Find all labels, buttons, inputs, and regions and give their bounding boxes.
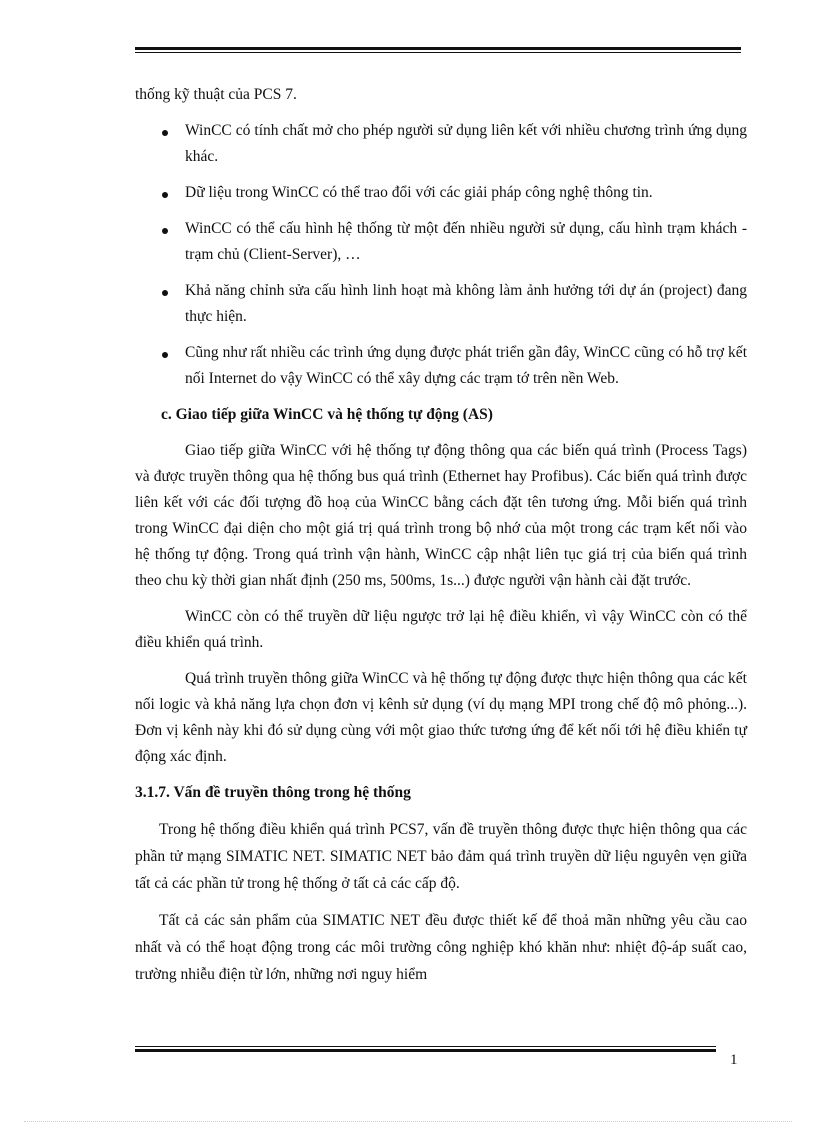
paragraph: Quá trình truyền thông giữa WinCC và hệ thống tự động được thực hiện thông qua các kết nối logic và khả năng lựa chọn đơn vị kênh sử dụng (ví dụ mạng MPI trong chế độ mô phỏng...). Đơn vị kênh này khi đó sử dụng cùng với một giao thức tương ứng để kết nối tới hệ điều khiển tự động xác định. xyxy=(135,670,747,765)
header-rule-thin xyxy=(135,52,741,53)
bullet-dot-icon xyxy=(162,192,168,198)
page-number: 1 xyxy=(730,1052,738,1068)
bullet-text: Cũng như rất nhiều các trình ứng dụng được phát triển gần đây, WinCC cũng có hỗ trợ kết nối Internet do vậy WinCC có thể xây dựng các trạm tớ trên nền Web. xyxy=(185,344,747,387)
bullet-text: WinCC có tính chất mở cho phép người sử dụng liên kết với nhiều chương trình ứng dụng khác. xyxy=(185,122,747,165)
page-bottom-dotted-line xyxy=(24,1121,792,1122)
bullet-dot-icon xyxy=(162,352,168,358)
section-heading: 3.1.7. Vấn đề truyền thông trong hệ thống xyxy=(135,784,411,801)
bullet-item xyxy=(135,118,747,170)
bullet-dot-icon xyxy=(162,130,168,136)
paragraph: Giao tiếp giữa WinCC với hệ thống tự động thông qua các biến quá trình (Process Tags) và được truyền thông qua hệ thống bus quá trình (Ethernet hay Profibus). Các biến quá trình được liên kết với các đối tượng đồ hoạ của WinCC bằng cách đặt tên tương ứng. Mỗi biến quá trình trong WinCC đại diện cho một giá trị quá trình trong bộ nhớ của một trong các trạm kết nối vào hệ thống tự động. Trong quá trình vận hành, WinCC cập nhật liên tục giá trị của biến quá trình theo chu kỳ thời gian nhất định (250 ms, 500ms, 1s...) được người vận hành cài đặt trước. xyxy=(135,442,747,589)
bullet-text: Dữ liệu trong WinCC có thể trao đổi với các giải pháp công nghệ thông tin. xyxy=(185,184,653,201)
bullet-item xyxy=(135,278,747,330)
paragraph: WinCC còn có thể truyền dữ liệu ngược trở lại hệ điều khiển, vì vậy WinCC còn có thể điều khiển quá trình. xyxy=(135,608,747,651)
bullet-dot-icon xyxy=(162,228,168,234)
footer-rule-thick xyxy=(135,1049,716,1052)
section-paragraph: Trong hệ thống điều khiển quá trình PCS7, vấn đề truyền thông được thực hiện thông qua các phần tử mạng SIMATIC NET. SIMATIC NET bảo đảm quá trình truyền dữ liệu nguyên vẹn giữa tất cả các phần tử trong hệ thống ở tất cả các cấp độ. xyxy=(135,821,747,892)
bullet-item xyxy=(135,216,747,268)
intro-line: thống kỹ thuật của PCS 7. xyxy=(135,86,297,103)
section-paragraph: Tất cả các sản phẩm của SIMATIC NET đều được thiết kế để thoả mãn những yêu cầu cao nhất và có thể hoạt động trong các môi trường công nghiệp khó khăn như: nhiệt độ-áp suất cao, trường nhiễu điện từ lớn, những nơi nguy hiểm xyxy=(135,912,747,983)
bullet-text: Khả năng chỉnh sửa cấu hình linh hoạt mà không làm ảnh hưởng tới dự án (project) đang thực hiện. xyxy=(185,282,747,325)
footer-rule-thin xyxy=(135,1046,716,1047)
bullet-item xyxy=(135,340,747,392)
bullet-item xyxy=(135,180,747,206)
subheading-c: c. Giao tiếp giữa WinCC và hệ thống tự động (AS) xyxy=(161,406,493,423)
header-rule-thick xyxy=(135,47,741,50)
page-content xyxy=(135,82,747,998)
bullet-dot-icon xyxy=(162,290,168,296)
bullet-text: WinCC có thể cấu hình hệ thống từ một đến nhiều người sử dụng, cấu hình trạm khách - trạm chủ (Client-Server), … xyxy=(185,220,747,263)
